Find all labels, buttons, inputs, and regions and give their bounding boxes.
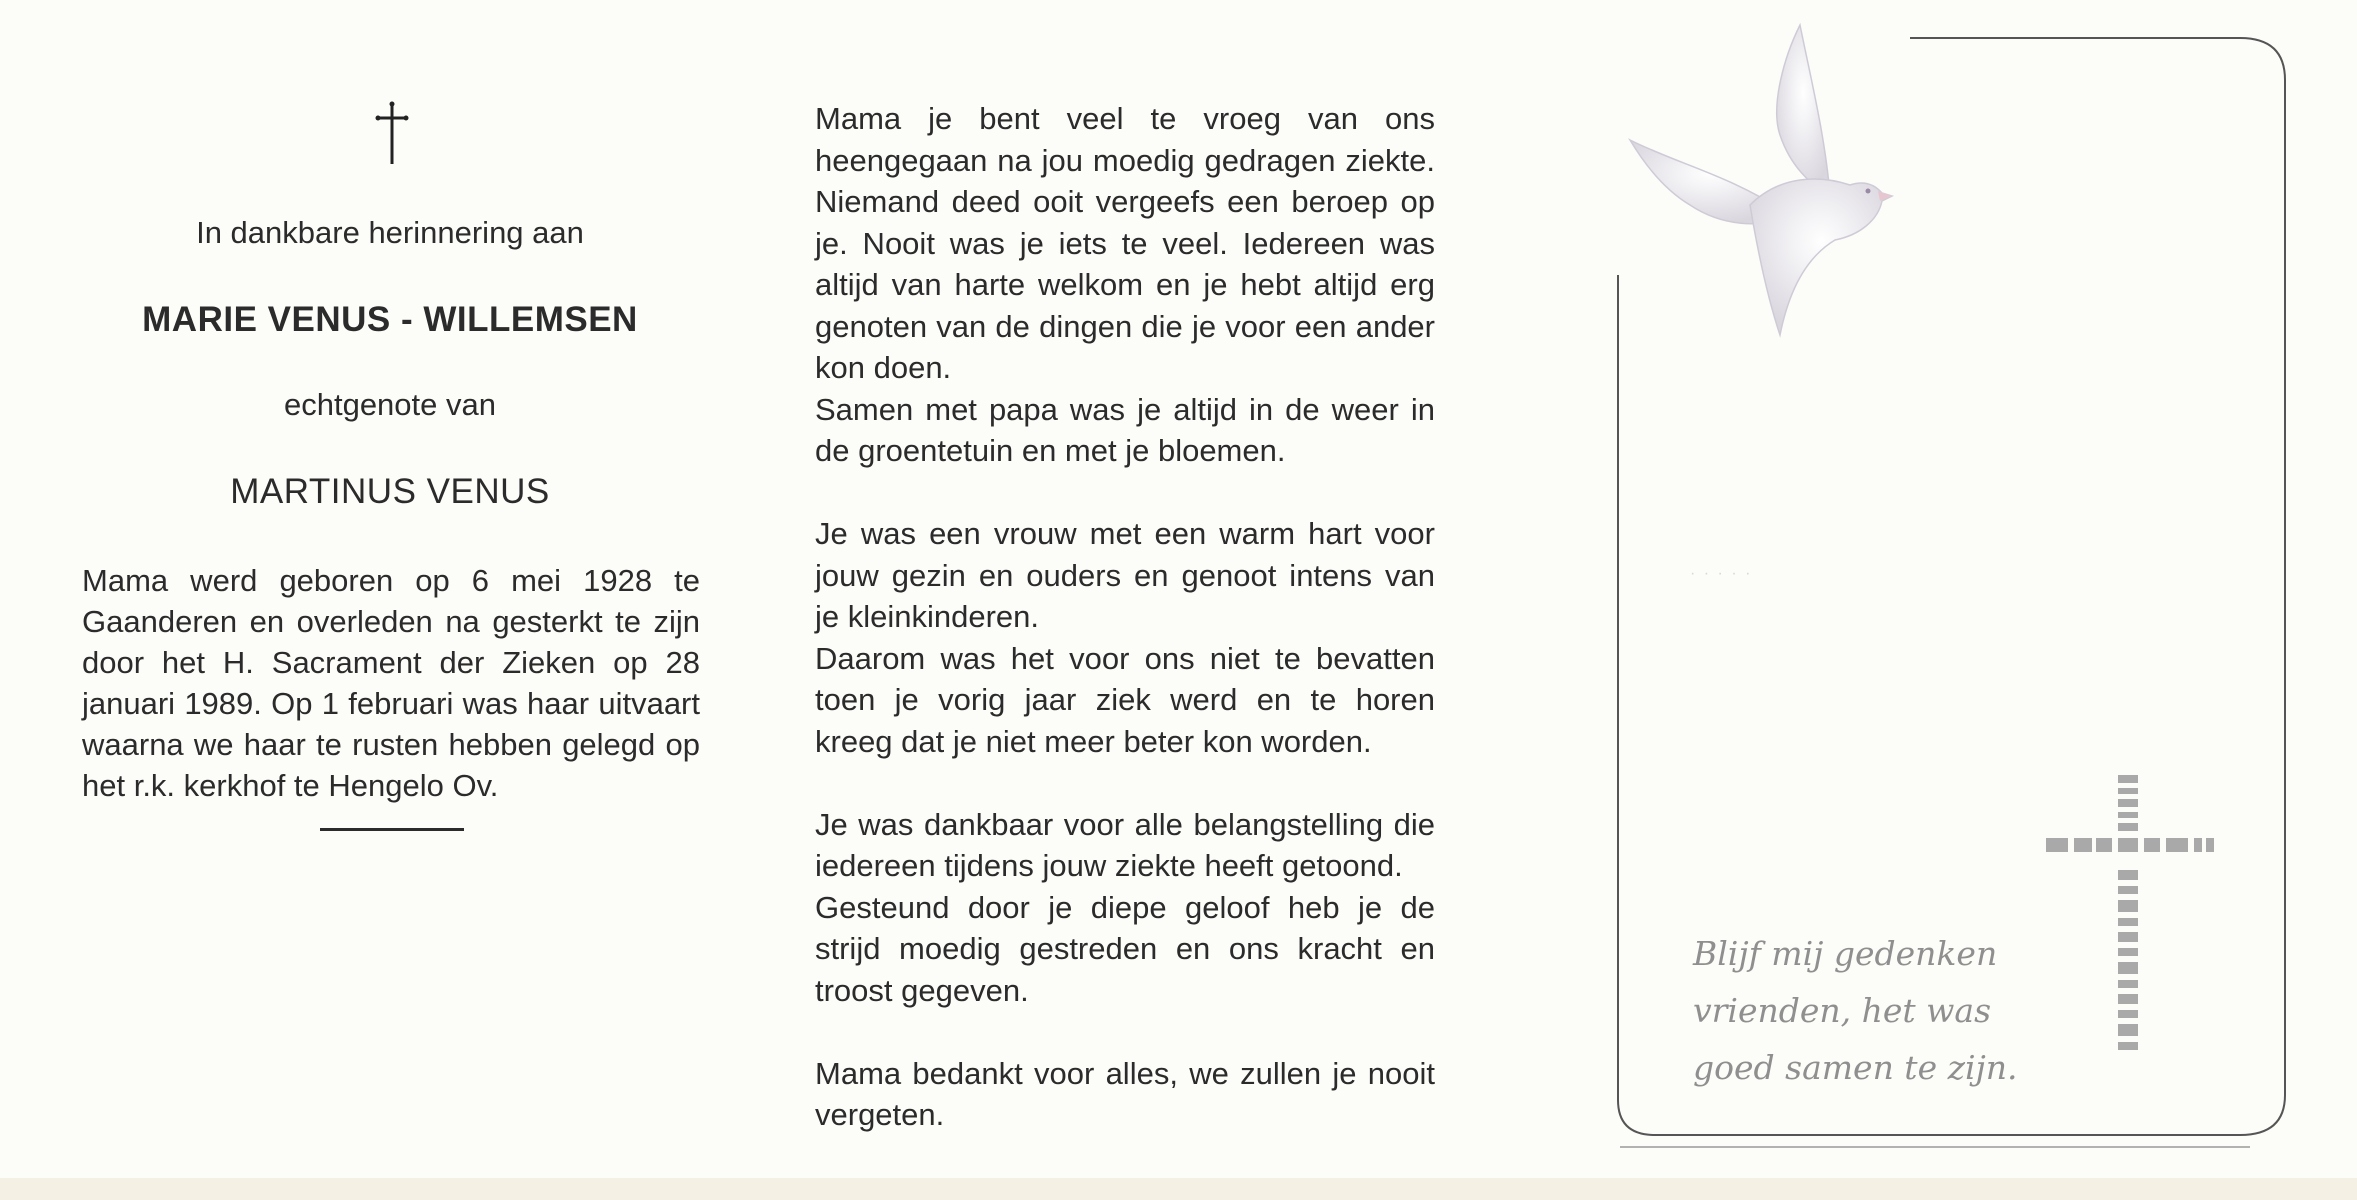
- tribute-paragraph: Samen met papa was je altijd in de weer in de groentetuin en met je bloemen.: [815, 391, 1435, 468]
- tribute-paragraph: Je was een vrouw met een warm hart voor jouw gezin en ouders en genoot intens van je kleinkinderen.: [815, 516, 1435, 634]
- paragraph-gap: [815, 1011, 1435, 1053]
- spouse-name: MARTINUS VENUS: [230, 472, 550, 511]
- intro-text: In dankbare herinnering aan: [196, 215, 584, 250]
- tribute-text: [815, 98, 1435, 1136]
- verse-line: Blijf mij gedenken: [1693, 934, 1998, 973]
- tribute-paragraph: Mama je bent veel te vroeg van ons heengegaan na jou moedig gedragen ziekte. Niemand deed ooit vergeefs een beroep op je. Nooit was je iets te veel. Iedereen was altijd van harte welkom en je hebt altijd erg genoten van de dingen die je voor een ander kon doen.: [815, 101, 1435, 385]
- faded-print: · · · · ·: [1690, 565, 1753, 582]
- verse-line: goed samen te zijn.: [1693, 1048, 2018, 1087]
- decorative-cross-icon: [2040, 770, 2220, 1080]
- paragraph-gap: [815, 472, 1435, 514]
- scan-edge: [0, 1178, 2357, 1200]
- divider-line: [320, 828, 464, 831]
- dove-icon: [1620, 15, 1920, 375]
- tribute-paragraph: Daarom was het voor ons niet te bevatten toen je vorig jaar ziek werd en te horen kreeg dat je niet meer beter kon worden.: [815, 640, 1435, 759]
- verse-text: [1693, 925, 2023, 1096]
- tribute-paragraph: Gesteund door je diepe geloof heb je de strijd moedig gestreden en ons kracht en troost gegeven.: [815, 889, 1435, 1008]
- spouse-label: echtgenote van: [283, 387, 496, 422]
- tribute-paragraph: Je was dankbaar voor alle belangstelling die iedereen tijdens jouw ziekte heeft getoond.: [815, 806, 1435, 883]
- tribute-paragraph: Mama bedankt voor alles, we zullen je nooit vergeten.: [815, 1055, 1435, 1132]
- latin-cross-icon: [372, 100, 412, 170]
- paragraph-gap: [815, 762, 1435, 804]
- verse-line: vrienden, het was: [1693, 991, 1992, 1030]
- biography-text: Mama werd geboren op 6 mei 1928 te Gaanderen en overleden na gesterkt te zijn door het H. Sacrament der Zieken op 28 januari 1989. Op 1 februari was haar uitvaart waarna we haar te rusten hebben gelegd op het r.k. kerkhof te Hengelo Ov.: [82, 563, 700, 803]
- deceased-name: MARIE VENUS - WILLEMSEN: [142, 300, 638, 339]
